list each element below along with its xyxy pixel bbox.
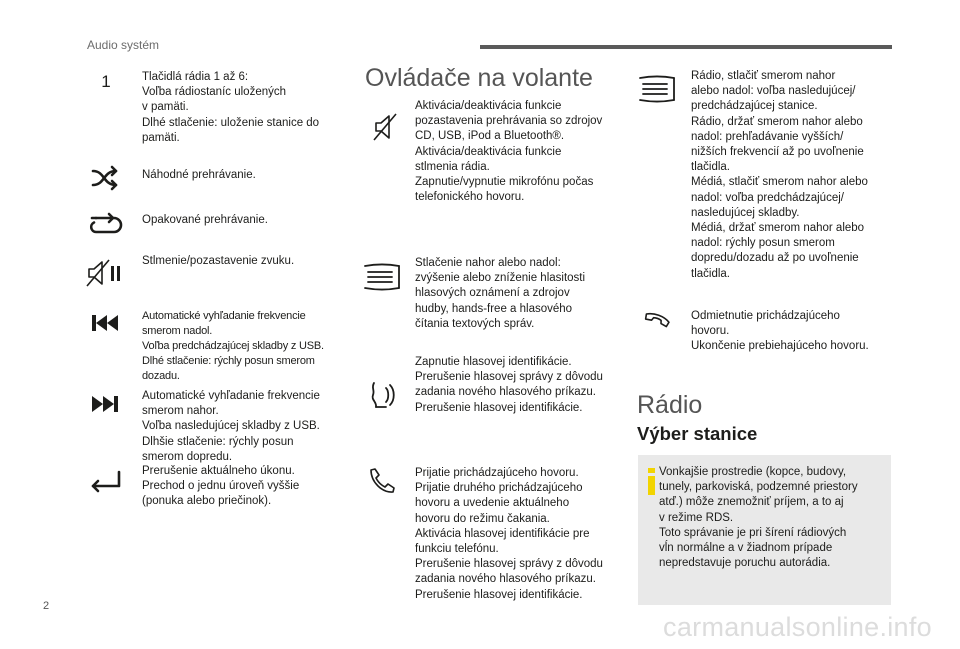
page-number: 2 — [43, 600, 50, 612]
desc-shuffle: Náhodné prehrávanie. — [142, 169, 256, 181]
skip-forward-icon — [85, 389, 125, 419]
shuffle-icon — [85, 163, 125, 193]
return-icon — [85, 466, 125, 496]
desc-radio-buttons: Tlačidlá rádia 1 až 6: Voľba rádiostaníc uložených v pamäti. Dlhé stlačenie: uloženie stanice do pamäti. — [142, 71, 320, 144]
page-header-title: Audio systém — [87, 38, 160, 52]
desc-scroll-wheel: Rádio, stlačiť smerom nahor alebo nadol: voľba nasledujúcej/ predchádzajúcej stanice. Rádio, držať smerom nahor alebo nadol: prehľadávanie vyšších/ nižších frekvencií až po uvoľnenie tlačidla. Médiá, stlačiť smerom nahor alebo nadol: voľba predchádzajúcej/ nasledujúcej skladby. Médiá, držať smerom nahor alebo nadol: rýchly posun smerom dopredu/dozadu až po uvoľnenie tlačidla. — [691, 70, 868, 280]
repeat-icon — [85, 210, 125, 240]
mute-pause-icon — [85, 258, 125, 288]
watermark: carmanualsonline.info — [663, 612, 932, 642]
subtitle-station-selection: Výber stanice — [637, 423, 758, 444]
info-icon — [645, 467, 659, 497]
desc-return: Prerušenie aktuálneho úkonu. Prechod o jednu úroveň vyššie (ponuka alebo priečinok). — [142, 465, 300, 508]
desc-mute: Aktivácia/deaktivácia funkcie pozastavenia prehrávania so zdrojov CD, USB, iPod a Bluetooth®. Aktivácia/deaktivácia funkcie stlmenia rádia. Zapnutie/vypnutie mikrofónu počas telefonického hovoru. — [415, 100, 603, 204]
mute-icon — [362, 112, 402, 142]
volume-wheel-icon — [362, 262, 402, 292]
desc-phone-hangup: Odmietnutie prichádzajúceho hovoru. Ukončenie prebiehajúceho hovoru. — [691, 310, 869, 353]
desc-voice-command: Zapnutie hlasovej identifikácie. Prerušenie hlasovej správy z dôvodu zadania nového hlasového príkazu. Prerušenie hlasovej identifikácie. — [415, 356, 603, 414]
section-title-radio: Rádio — [637, 391, 703, 419]
info-box — [638, 455, 891, 605]
skip-back-icon — [85, 308, 125, 338]
voice-command-icon — [362, 380, 402, 410]
header-bar — [480, 45, 892, 49]
desc-skip-forward: Automatické vyhľadanie frekvencie smerom nahor. Voľba nasledujúcej skladby z USB. Dlhšie stlačenie: rýchly posun smerom dopredu. — [142, 390, 320, 463]
phone-answer-icon — [362, 466, 402, 496]
scroll-wheel-icon — [637, 74, 677, 104]
number-one-icon: 1 — [101, 72, 111, 91]
desc-mute-pause: Stlmenie/pozastavenie zvuku. — [142, 255, 295, 267]
desc-repeat: Opakované prehrávanie. — [142, 214, 268, 226]
desc-skip-back: Automatické vyhľadanie frekvencie smerom nadol. Voľba predchádzajúcej skladby z USB. Dlhé stlačenie: rýchly posun smerom dozadu. — [142, 310, 324, 382]
desc-phone-answer: Prijatie prichádzajúceho hovoru. Prijatie druhého prichádzajúceho hovoru a uvedenie aktuálneho hovoru do režimu čakania. Aktivácia hlasovej identifikácie pre funkciu telefónu. Prerušenie hlasovej správy z dôvodu zadania nového hlasového príkazu. Prerušenie hlasovej identifikácie. — [415, 467, 603, 601]
info-box-text: Vonkajšie prostredie (kopce, budovy, tunely, parkoviská, podzemné priestory atď.) môže znemožniť príjem, a to aj v režime RDS. Toto správanie je pri šírení rádiových vĺn normálne a v žiadnom prípade nepredstavuje poruchu autorádia. — [659, 466, 858, 570]
section-title-steering-controls: Ovládače na volante — [365, 64, 593, 92]
desc-volume-wheel: Stlačenie nahor alebo nadol: zvýšenie alebo zníženie hlasitosti hlasových oznámení a zdrojov hudby, hands-free a hlasového čítania textových správ. — [415, 257, 586, 330]
phone-hangup-icon — [637, 306, 677, 336]
